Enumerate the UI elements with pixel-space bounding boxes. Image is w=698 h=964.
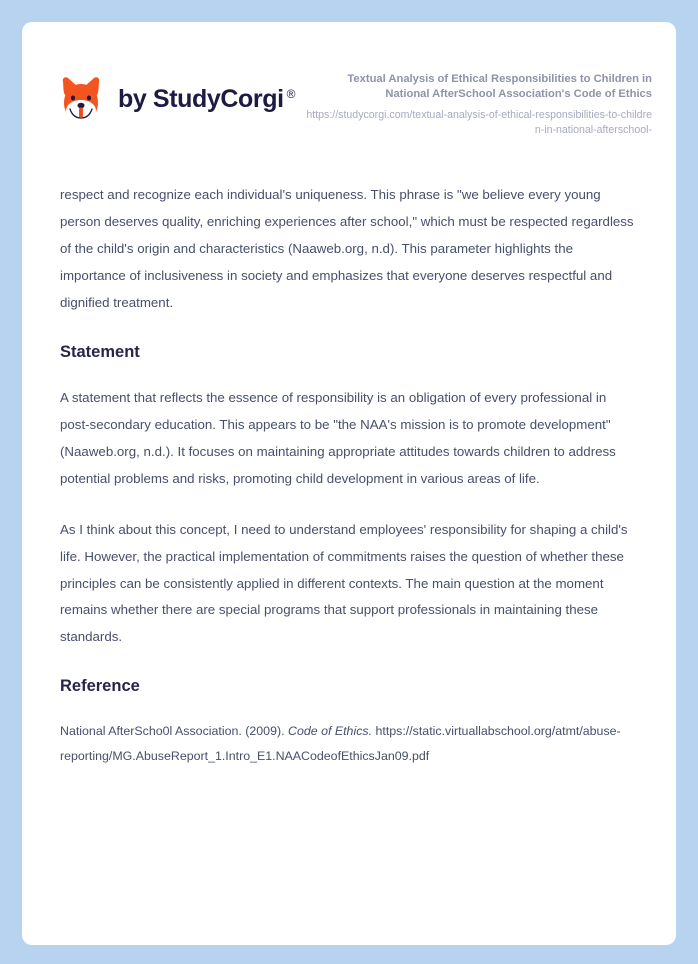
reference-author-year: National AfterScho0l Association. (2009). — [60, 724, 285, 739]
brand-wordmark-text: by StudyCorgi — [118, 84, 284, 113]
reference-entry — [60, 719, 638, 769]
heading-statement: Statement — [60, 342, 140, 361]
heading-reference: Reference — [60, 677, 140, 696]
page-title: Textual Analysis of Ethical Responsibilities to Children in National AfterSchool Association's Code of Ethics — [347, 73, 652, 101]
brand-lockup — [56, 70, 295, 124]
header-meta — [302, 70, 652, 138]
document-body — [22, 182, 676, 769]
paragraph-inclusiveness: respect and recognize each individual's uniqueness. This phrase is "we believe every young person deserves quality, enriching experiences after school," which must be respected regardless of the child's origin and characteristics (Naaweb.org, n.d). This parameter highlights the importance of inclusiveness in society and emphasizes that everyone deserves respectful and dignified treatment. — [60, 186, 634, 310]
document-header — [22, 22, 676, 138]
reference-url: https://static.virtuallabschool.org/atmt/abuse-reporting/MG.AbuseReport_1.Intro_E1.NAACodeofEthicsJan09.pdf — [60, 724, 621, 764]
page-source-url: https://studycorgi.com/textual-analysis-of-ethical-responsibilities-to-children-in-national-afterschool- — [306, 109, 652, 137]
registered-trademark-icon: ® — [286, 86, 296, 101]
paragraph-statement-essence: A statement that reflects the essence of responsibility is an obligation of every professional in post-secondary education. This appears to be "the NAA's mission is to promote development" (Naaweb.org, n.d.). It focuses on maintaining appropriate attitudes towards children to address potential problems and risks, promoting child development in various areas of life. — [60, 389, 616, 486]
paragraph-reflection: As I think about this concept, I need to understand employees' responsibility for shaping a child's life. However, the practical implementation of commitments raises the question of whether these principles can be consistently applied in different contexts. The main question at the moment remains whether there are special programs that support professionals in maintaining these standards. — [60, 521, 628, 645]
corgi-face-icon — [56, 74, 106, 124]
reference-title: Code of Ethics. — [288, 724, 373, 739]
brand-wordmark — [118, 84, 296, 113]
document-page-card — [22, 22, 676, 945]
